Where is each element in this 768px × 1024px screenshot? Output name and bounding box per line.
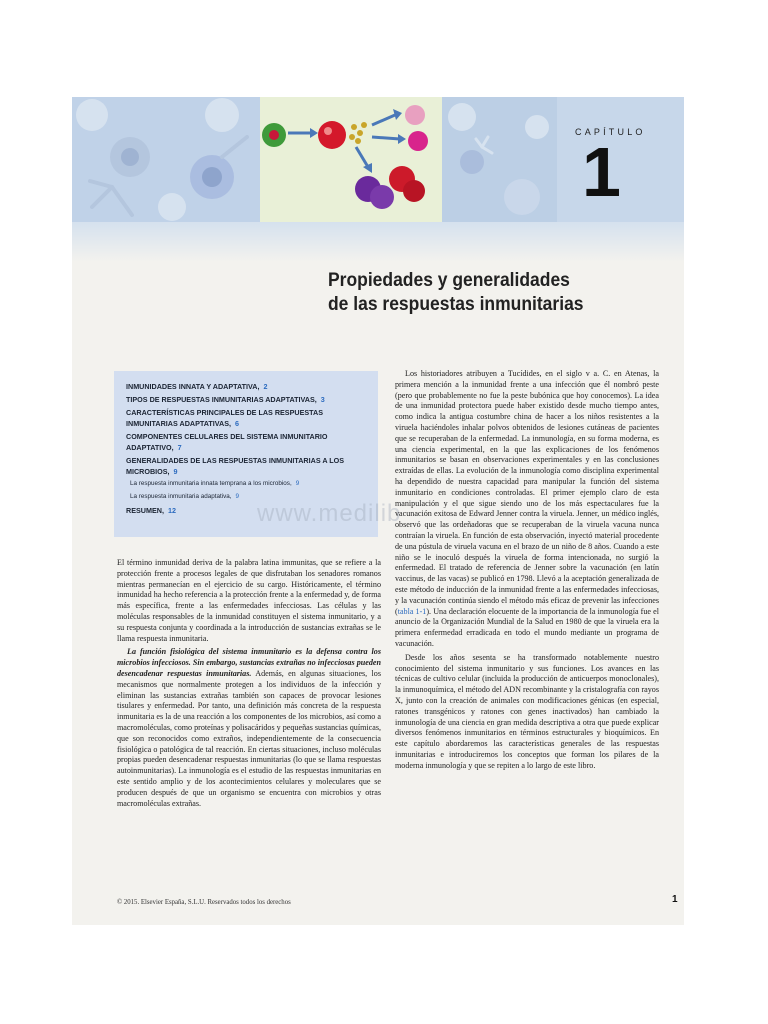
toc-page-link[interactable]: 6 bbox=[235, 419, 240, 428]
illustration-center bbox=[260, 97, 442, 222]
watermark: www.medilib bbox=[257, 500, 402, 527]
paragraph: Los historiadores atribuyen a Tucídides, en el siglo v a. C. en Atenas, la primera mención a la inmunidad frente a una infección que él nombró peste (pero que probablemente no fue la peste bubónica que hoy conocemos). La idea de una inmunidad protectora puede haber existido desde mucho tiempo antes, como indica la antigua costumbre china de hacer a los niños resistentes a la viruela haciéndoles inhalar polvos obtenidos de lesiones cutáneas de pacientes que se recuperaban de la enfermedad. La inmunología, en su forma moderna, es una ciencia experimental, en la que las explicaciones de los fenómenos inmunitarios se basan en observaciones experimentales y en las conclusiones extraídas de ellas. La evolución de la inmunología como disciplina experimental ha dependido de nuestra capacidad para manipular la función del sistema inmunitario en condiciones controladas. El primer ejemplo claro de esta manipulación y el que sigue siendo uno de los más espectaculares fue la vacunación exitosa de Edward Jenner contra la viruela. Jenner, un médico inglés, observó que las ordeñadoras que se recuperaban de la viruela vacuna nunca contraían la viruela. En función de esta observación, inyectó material procedente de una pústula de viruela vacuna en el brazo de un niño de 8 años. Cuando a este niño se le inoculó después la viruela de forma intencionada, no surgió la enfermedad. El tratado de referencia de Jenner sobre la vacunación (en latín vaccinus, de las vacas) se publicó en 1798. Llevó a la aceptación generalizada de este método de inducción de la inmunidad frente a las enfermedades infecciosas, y la vacunación continúa siendo el método más eficaz de prevenir las infecciones (tabla 1-1). Una declaración elocuente de la importancia de la inmunología fue el anuncio de la Organización Mundial de la Salud en 1980 de que la viruela era la primera enfermedad erradicada en todo el mundo mediante un programa de vacunación. bbox=[395, 369, 659, 648]
right-column bbox=[395, 369, 659, 774]
paragraph: La función fisiológica del sistema inmunitario es la defensa contra los microbios infecciosos. Sin embargo, sustancias extrañas no infecciosas pueden desencadenar respuestas inmunitarias. Además, en algunas situaciones, los mecanismos que normalmente protegen a los individuos de la infección y eliminan las sustancias extrañas también son capaces de provocar lesiones tisulares y enfermedad. Por tanto, una definición más concreta de la respuesta inmunitaria es la de una reacción a los componentes de los microbios, así como a macromoléculas, como proteínas y polisacáridos y pequeñas sustancias químicas, que son reconocidos como extraños, independientemente de la consecuencia fisiológica o patológica de tal reacción. En ciertas situaciones, incluso moléculas propias pueden desencadenar respuestas inmunitarias (lo que se llama respuestas autoinmunitarias). La inmunología es el estudio de las respuestas inmunitarias en este sentido amplio y de los acontecimientos celulares y moleculares que se producen después de que un organismo se encuentra con microbios y otras macromoléculas extrañas. bbox=[117, 647, 381, 808]
left-column bbox=[117, 558, 381, 812]
table-link[interactable]: tabla 1-1 bbox=[397, 606, 427, 616]
paragraph: Desde los años sesenta se ha transformado notablemente nuestro conocimiento del sistema inmunitario y sus funciones. Los avances en las técnicas de cultivo celular (incluida la producción de anticuerpos monoclonales), la inmunoquímica, el método del ADN recombinante y la cristalografía con rayos X, junto con la creación de animales con modificaciones génicas (en especial, ratones transgénicos y ratones con genes inactivados) han cambiado la inmunología de una ciencia en gran medida descriptiva a otra que puede explicar diversos fenómenos inmunitarios en términos estructurales y bioquímicos. En este capítulo abordaremos las características generales de las respuestas inmunitarias e introduciremos los conceptos que forman los pilares de la moderna inmunología y que se repiten a lo largo de este libro. bbox=[395, 652, 659, 770]
page-number: 1 bbox=[672, 894, 678, 905]
toc-page-link[interactable]: 12 bbox=[167, 506, 176, 515]
toc-subitem[interactable]: La respuesta inmunitaria innata temprana a los microbios, 9 bbox=[130, 480, 300, 487]
immune-response-illustration bbox=[260, 97, 442, 222]
cells-illustration bbox=[442, 97, 557, 222]
toc-page-link[interactable]: 7 bbox=[177, 443, 182, 452]
toc-item[interactable]: TIPOS DE RESPUESTAS INMUNITARIAS ADAPTATIVAS, 3 bbox=[126, 395, 325, 404]
toc-item[interactable]: GENERALIDADES DE LAS RESPUESTAS INMUNITARIAS A LOS MICROBIOS, 9 bbox=[126, 456, 345, 476]
toc-item[interactable]: COMPONENTES CELULARES DEL SISTEMA INMUNITARIO ADAPTATIVO, 7 bbox=[126, 432, 328, 452]
chapter-label: CAPÍTULO bbox=[575, 127, 646, 137]
title-line-2: de las respuestas inmunitarias bbox=[328, 294, 584, 315]
toc-item[interactable]: INMUNIDADES INNATA Y ADAPTATIVA, 2 bbox=[126, 382, 268, 391]
chapter-banner bbox=[72, 97, 684, 222]
chapter-title bbox=[328, 269, 659, 317]
toc-page-link[interactable]: 9 bbox=[235, 493, 240, 500]
book-page bbox=[72, 97, 684, 925]
toc-subitem[interactable]: La respuesta inmunitaria adaptativa, 9 bbox=[130, 493, 240, 500]
title-line-1: Propiedades y generalidades bbox=[328, 270, 570, 291]
toc-summary[interactable]: RESUMEN, 12 bbox=[126, 506, 176, 515]
illustration-right bbox=[442, 97, 557, 222]
toc-item[interactable]: CARACTERÍSTICAS PRINCIPALES DE LAS RESPUESTAS INMUNITARIAS ADAPTATIVAS, 6 bbox=[126, 408, 324, 428]
toc-page-link[interactable]: 9 bbox=[295, 480, 300, 487]
key-statement: La función fisiológica del sistema inmunitario es la defensa contra los microbios infecciosos. Sin embargo, sustancias extrañas no infecciosas pueden desencadenar respuestas inmunitarias. bbox=[117, 647, 381, 678]
dendritic-cells-illustration bbox=[72, 97, 260, 222]
chapter-number: 1 bbox=[582, 133, 621, 211]
illustration-left bbox=[72, 97, 260, 222]
banner-fade bbox=[72, 222, 684, 262]
copyright-footer: © 2015. Elsevier España, S.L.U. Reservados todos los derechos bbox=[117, 899, 291, 906]
toc-page-link[interactable]: 2 bbox=[263, 382, 268, 391]
toc-page-link[interactable]: 9 bbox=[173, 467, 178, 476]
paragraph: El término inmunidad deriva de la palabra latina immunitas, que se refiere a la protección frente a procesos legales de que disfrutaban los senadores romanos mientras permanecían en el ejercicio de su cargo. Históricamente, el término inmunidad ha hecho referencia a la protección frente a la enfermedad y, de forma más específica, frente a las enfermedades infecciosas. Las células y las moléculas responsables de la inmunidad constituyen el sistema inmunitario, y a su respuesta conjunta y coordinada a la introducción de sustancias extrañas se le llama respuesta inmunitaria. bbox=[117, 558, 381, 643]
toc-page-link[interactable]: 3 bbox=[320, 395, 325, 404]
